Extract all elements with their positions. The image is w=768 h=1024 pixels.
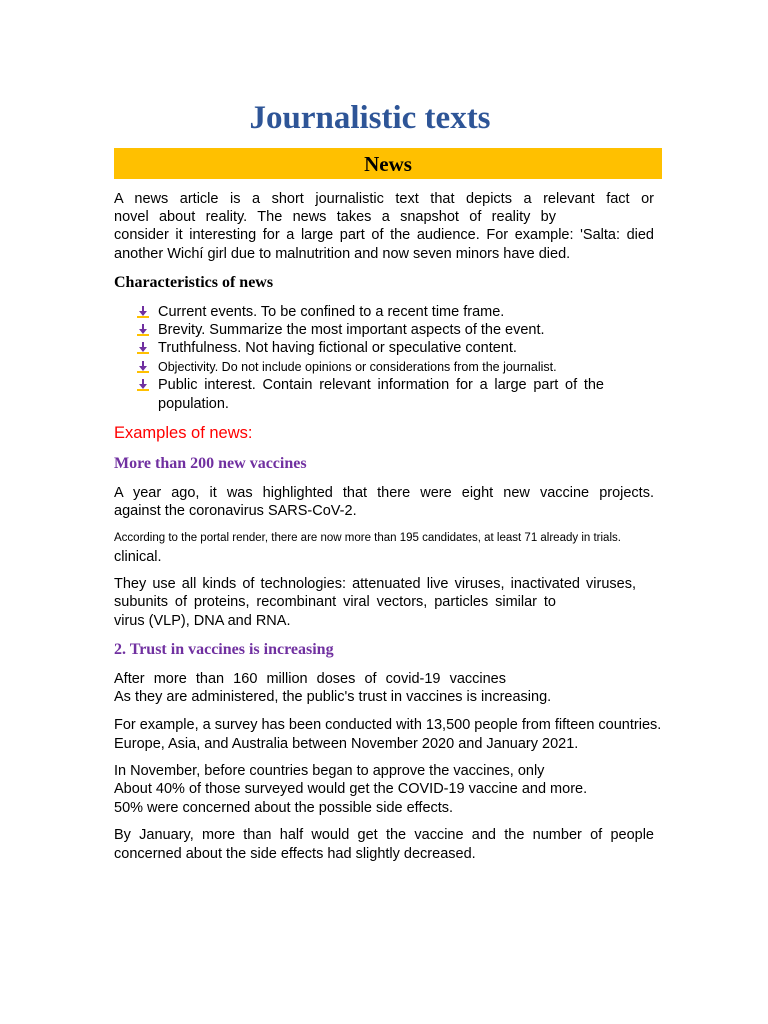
arrow-down-icon — [136, 378, 150, 392]
intro-line: novel about reality. The news takes a snapshot of reality by — [114, 209, 556, 225]
example1-line: against the coronavirus SARS-CoV-2. — [114, 503, 357, 519]
example2-heading: 2. Trust in vaccines is increasing — [114, 641, 334, 658]
bullet-text: population. — [158, 396, 229, 412]
bullet-text: Truthfulness. Not having fictional or speculative content. — [158, 340, 517, 356]
example1-line: clinical. — [114, 549, 162, 565]
section-banner: News — [114, 148, 662, 179]
example2-line: In November, before countries began to approve the vaccines, only — [114, 763, 545, 779]
bullet-text: Objectivity. Do not include opinions or considerations from the journalist. — [158, 360, 557, 374]
example2-line: As they are administered, the public's trust in vaccines is increasing. — [114, 689, 552, 705]
example1-line: virus (VLP), DNA and RNA. — [114, 613, 291, 629]
characteristics-heading: Characteristics of news — [114, 274, 274, 291]
bullet-text: Current events. To be confined to a recent time frame. — [158, 304, 505, 320]
example2-line: By January, more than half would get the vaccine and the number of people — [114, 827, 654, 843]
example2-line: About 40% of those surveyed would get the COVID-19 vaccine and more. — [114, 781, 588, 797]
arrow-down-icon — [136, 360, 150, 374]
intro-line: A news article is a short journalistic text that depicts a relevant fact or — [114, 191, 654, 207]
arrow-down-icon — [136, 323, 150, 337]
intro-line: consider it interesting for a large part of the audience. For example: 'Salta: died — [114, 227, 654, 243]
intro-line: another Wichí girl due to malnutrition and now seven minors have died. — [114, 246, 571, 262]
bullet-text: Brevity. Summarize the most important aspects of the event. — [158, 322, 545, 338]
example1-line: They use all kinds of technologies: attenuated live viruses, inactivated viruses, — [114, 576, 636, 592]
example2-line: Europe, Asia, and Australia between November 2020 and January 2021. — [114, 736, 579, 752]
example1-heading: More than 200 new vaccines — [114, 455, 307, 472]
example2-line: For example, a survey has been conducted with 13,500 people from fifteen countries. — [114, 717, 662, 733]
example1-line: A year ago, it was highlighted that there were eight new vaccine projects. — [114, 485, 654, 501]
bullet-text: Public interest. Contain relevant information for a large part of the — [158, 377, 604, 393]
example2-line: concerned about the side effects had slightly decreased. — [114, 846, 476, 862]
example1-line: subunits of proteins, recombinant viral vectors, particles similar to — [114, 594, 556, 610]
examples-heading: Examples of news: — [114, 424, 253, 442]
example1-line: According to the portal render, there are now more than 195 candidates, at least 71 already in trials. — [114, 532, 621, 544]
arrow-down-icon — [136, 341, 150, 355]
example2-line: After more than 160 million doses of covid-19 vaccines — [114, 671, 506, 687]
arrow-down-icon — [136, 305, 150, 319]
page-title: Journalistic texts — [249, 100, 491, 136]
example2-line: 50% were concerned about the possible side effects. — [114, 800, 454, 816]
